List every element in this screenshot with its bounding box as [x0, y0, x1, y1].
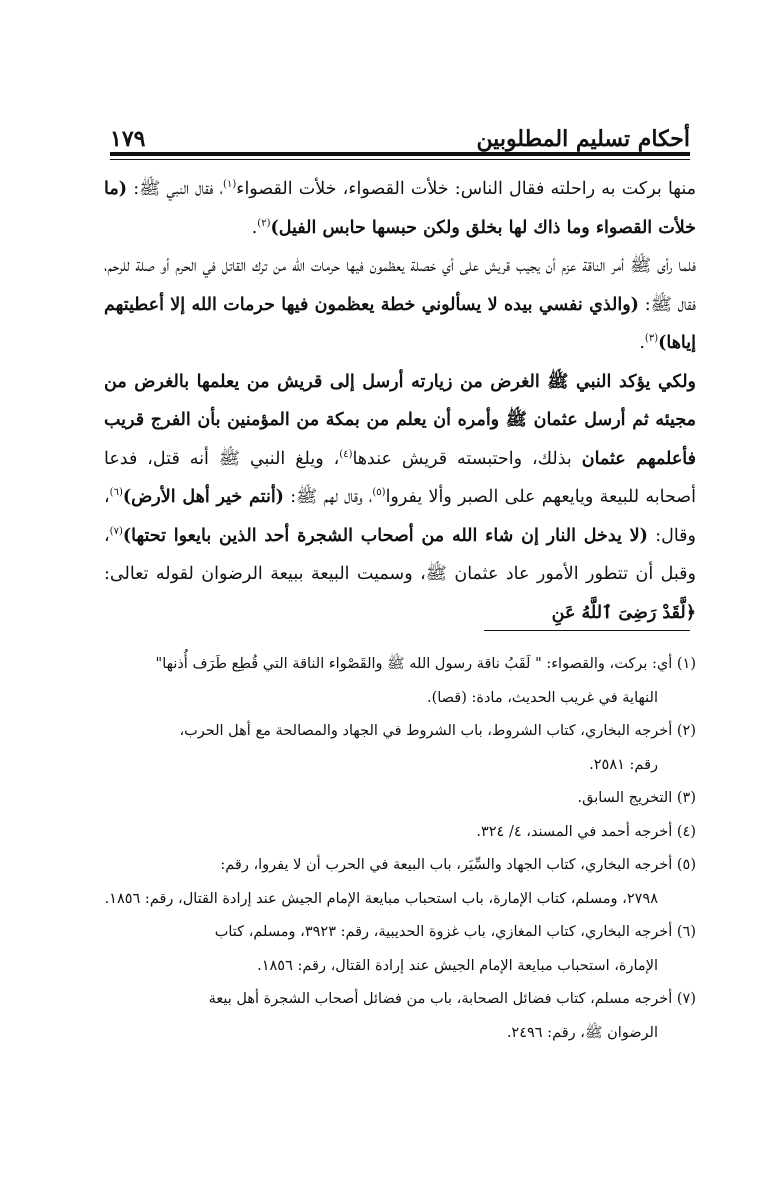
hadith-quote: (والذي نفسي بيده لا يسألوني خطة يعظمون فيها حرمات الله إلا أعطيتهم إياها) — [104, 294, 696, 353]
paragraph-3: ولكي يؤكد النبي ﷺ الغرض من زيارته أرسل إلى قريش من يعلمها بالغرض من مجيئه ثم أرسل عثمان ﷺ وأمره أن يعلم من بمكة من المؤمنين بأن الفرج قريب فأعلمهم عثمان بذلك، واحتبسته قريش عندها$^{(٤)}$، ويلغ النبي ﷺ أنه قتل، فدعا أصحابه للبيعة ويايعهم على الصبر وألا يفروا$^{(٥)}$، وقال لهم ﷺ: (أنتم خير أهل الأرض)$^{(٦)}$، وقال: (لا يدخل النار إن شاء الله من أصحاب الشجرة أحد الذين بايعوا تحتها)$^{(٧)}$، وقبل أن تتطور الأمور عاد عثمان ﷺ، وسميت البيعة ببيعة الرضوان لقوله تعالى: ﴿لَّقَدْ رَضِىَ ٱللَّهُ عَنِ — [104, 371, 696, 623]
footnote-ref-6: (٦) — [109, 487, 123, 499]
page-number: ١٧٩ — [110, 126, 146, 152]
running-header — [110, 112, 690, 152]
footnote-5: (٥) أخرجه البخاري، كتاب الجهاد والسِّيَر، باب البيعة في الحرب أن لا يفروا، رقم: ٢٧٩٨، ومسلم، كتاب الإمارة، باب استحباب مبايعة الإمام الجيش عند إرادة القتال، رقم: ١٨٥٦. — [104, 857, 696, 907]
footnote-ref-1: (١) — [223, 179, 237, 191]
footnote-ref-2: (٢) — [257, 217, 271, 229]
main-text — [104, 170, 696, 632]
paragraph-2: فلما رأى ﷺ أمر الناقة عزم أن يجيب قريش على أي خصلة يعظمون فيها حرمات الله من ترك القاتل في الحرم أو صلة للرحم، فقال ﷺ: (والذي نفسي بيده لا يسألوني خطة يعظمون فيها حرمات الله إلا أعطيتهم إياها)$^{(٣)}$. — [104, 256, 696, 353]
footnote-ref-7: (٧) — [109, 525, 123, 537]
footnote-1: (١) أي: بركت، والقصواء: " لَقَبُ ناقة رسول الله ﷺ والقَصْواء الناقة التي قُطِع طَرَف أُذنها" النهاية في غريب الحديث، مادة: (قصا). — [155, 656, 696, 706]
footnote-2: (٢) أخرجه البخاري، كتاب الشروط، باب الشروط في الجهاد والمصالحة مع أهل الحرب، رقم: ٢٥٨١. — [179, 723, 696, 773]
quran-verse: ﴿لَّقَدْ رَضِىَ ٱللَّهُ عَنِ — [551, 602, 696, 623]
footnote-4: (٤) أخرجه أحمد في المسند، ٤/ ٣٢٤. — [476, 823, 696, 840]
footnote-ref-3: (٣) — [644, 333, 659, 345]
header-rule-thick — [110, 152, 690, 156]
footnote-7: (٧) أخرجه مسلم، كتاب فضائل الصحابة، باب من فضائل أصحاب الشجرة أهل بيعة الرضوان ﷺ، رقم: ٢٤٩٦. — [208, 991, 696, 1041]
hadith-quote: (لا يدخل النار إن شاء الله من أصحاب الشجرة أحد الذين بايعوا تحتها) — [122, 525, 648, 546]
running-title: أحكام تسليم المطلوبين — [476, 126, 690, 152]
footnote-ref-5: (٥) — [372, 487, 386, 499]
paragraph-1: منها بركت به راحلته فقال الناس: خلأت القصواء، خلأت القصواء$^{(١)}$، فقال النبي ﷺ: (ما خلأت القصواء وما ذاك لها بخلق ولكن حبسها حابس الفيل)$^{(٢)}$. — [104, 179, 697, 238]
hadith-quote: (ما خلأت القصواء وما ذاك لها بخلق ولكن حبسها حابس الفيل) — [104, 179, 696, 238]
footnote-3: (٣) التخريج السابق. — [577, 790, 696, 806]
header-rule-thin — [110, 159, 690, 160]
footnotes — [104, 648, 696, 1050]
footnote-separator — [484, 630, 690, 631]
bold-passage: ولكي يؤكد النبي ﷺ الغرض من زيارته أرسل إلى قريش من يعلمها بالغرض من مجيئه ثم أرسل عثمان ﷺ وأمره أن يعلم من بمكة من المؤمنين بأن الفرج قريب فأعلمهم عثمان — [104, 371, 696, 469]
footnote-ref-4: (٤) — [339, 448, 353, 460]
hadith-quote: (أنتم خير أهل الأرض) — [122, 487, 284, 507]
footnote-6: (٦) أخرجه البخاري، كتاب المغازي، باب غزوة الحديبية، رقم: ٣٩٢٣، ومسلم، كتاب الإمارة، استحباب مبايعة الإمام الجيش عند إرادة القتال، رقم: ١٨٥٦. — [214, 924, 696, 974]
